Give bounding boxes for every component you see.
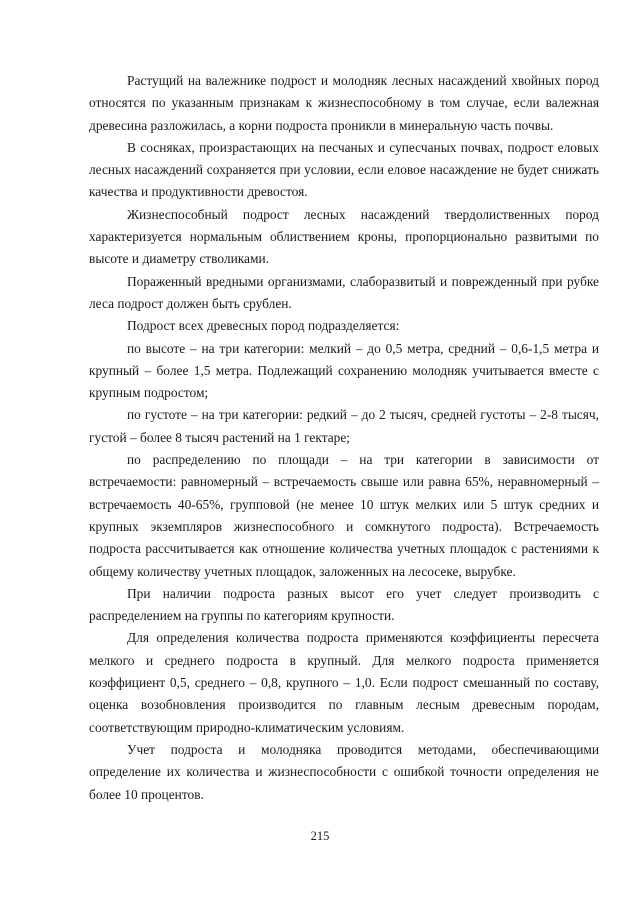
paragraph: по густоте – на три категории: редкий – до 2 тысяч, средней густоты – 2-8 тысяч, густой – более 8 тысяч растений на 1 гектаре; <box>89 407 599 445</box>
paragraph: по высоте – на три категории: мелкий – до 0,5 метра, средний – 0,6-1,5 метра и крупный – более 1,5 метра. Подлежащий сохранению молодняк учитывается вместе с крупным подростом; <box>89 340 599 401</box>
body-text <box>89 70 599 806</box>
paragraph: Жизнеспособный подрост лесных насаждений твердолиственных пород характеризуется нормальным облиствением кроны, пропорционально развитыми по высоте и диаметру стволиками. <box>89 206 599 267</box>
paragraph: В сосняках, произрастающих на песчаных и супесчаных почвах, подрост еловых лесных насаждений сохраняется при условии, если еловое насаждение не будет снижать качества и продуктивности древостоя. <box>89 139 599 200</box>
paragraph: Учет подроста и молодняка проводится методами, обеспечивающими определение их количества и жизнеспособности с ошибкой точности определения не более 10 процентов. <box>89 741 599 802</box>
paragraph: Для определения количества подроста применяются коэффициенты пересчета мелкого и среднего подроста в крупный. Для мелкого подроста применяется коэффициент 0,5, среднего – 0,8, крупного – 1,0. Если подрост смешанный по составу, оценка возобновления производится по главным лесным древесным породам, соответствующим природно-климатическим условиям. <box>89 630 599 735</box>
paragraph: Подрост всех древесных пород подразделяется: <box>127 318 400 334</box>
page-number: 215 <box>310 829 330 843</box>
paragraph: по распределению по площади – на три категории в зависимости от встречаемости: равномерный – встречаемость свыше или равна 65%, неравномерный – встречаемость 40-65%, групповой (не менее 10 штук мелких или 5 штук средних и крупных экземпляров жизнеспособного и сомкнутого подроста). Встречаемость подроста рассчитывается как отношение количества учетных площадок с растениями к общему количеству учетных площадок, заложенных на лесосеке, вырубке. <box>89 452 599 579</box>
paragraph: Пораженный вредными организмами, слаборазвитый и поврежденный при рубке леса подрост должен быть срублен. <box>89 273 599 311</box>
paragraph: При наличии подроста разных высот его учет следует производить с распределением на группы по категориям крупности. <box>89 585 599 624</box>
paragraph: Растущий на валежнике подрост и молодняк лесных насаждений хвойных пород относятся по указанным признакам к жизнеспособному в том случае, если валежная древесина разложилась, а корни подроста проникли в минеральную часть почвы. <box>89 73 599 133</box>
